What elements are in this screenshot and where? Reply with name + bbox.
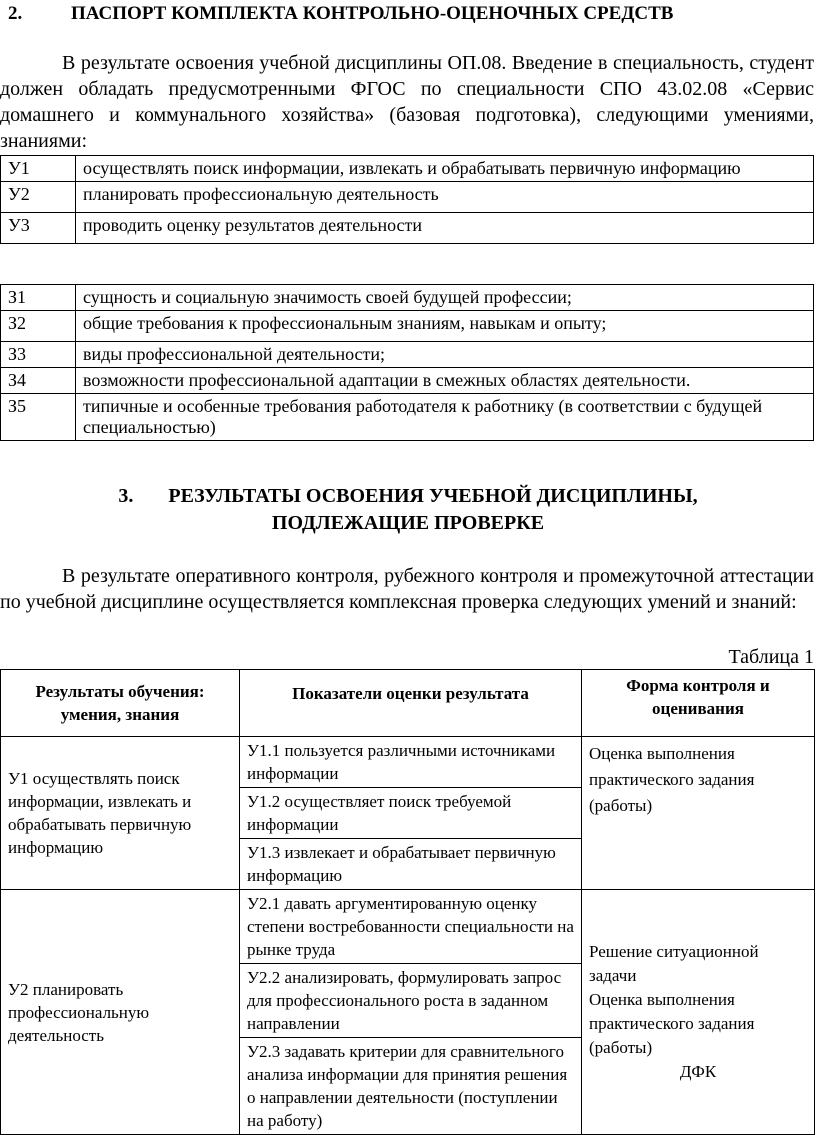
indicator-u2-2: У2.2 анализировать, формулировать запрос для профессионального роста в заданном направлении <box>240 964 582 1038</box>
section-2-title: ПАСПОРТ КОМПЛЕКТА КОНТРОЛЬНО-ОЦЕНОЧНЫХ СРЕДСТВ <box>71 3 674 24</box>
control-u1: Оценка выполнения практического задания (работы) <box>582 737 815 890</box>
section-2-heading <box>8 2 808 26</box>
header-indicators: Показатели оценки результата <box>240 670 582 737</box>
knowledge-text: общие требования к профессиональным знаниям, навыкам и опыту; <box>76 311 814 342</box>
skill-code: У3 <box>1 213 76 244</box>
skill-code: У2 <box>1 182 76 213</box>
control-u2-line1: Решение ситуационной задачи <box>589 942 759 985</box>
results-table <box>0 669 815 1135</box>
control-u2-line2: Оценка выполнения практического задания (работы) <box>589 990 755 1057</box>
result-u2: У2 планировать профессиональную деятельность <box>1 890 240 1135</box>
indicator-u2-3: У2.3 задавать критерии для сравнительного анализа информации для принятия решения о направлении деятельности (поступлении на работу) <box>240 1038 582 1135</box>
knowledge-text: возможности профессиональной адаптации в смежных областях деятельности. <box>76 368 814 394</box>
table-row <box>1 285 814 311</box>
indicator-u1-1: У1.1 пользуется различными источниками информации <box>240 737 582 788</box>
skill-code: У1 <box>1 156 76 182</box>
knowledge-text: типичные и особенные требования работодателя к работнику (в соответствии с будущей специальностью) <box>76 394 814 441</box>
indicator-u1-3: У1.3 извлекает и обрабатывает первичную информацию <box>240 839 582 890</box>
table-caption: Таблица 1 <box>728 646 814 668</box>
knowledge-code: З3 <box>1 342 76 368</box>
header-results: Результаты обучения: умения, знания <box>1 670 240 737</box>
table-row <box>1 342 814 368</box>
knowledge-text: виды профессиональной деятельности; <box>76 342 814 368</box>
table-row <box>1 890 815 964</box>
control-u2 <box>582 890 815 1135</box>
section-2-intro: В результате освоения учебной дисциплины ОП.08. Введение в специальность, студент должен обладать предусмотренными ФГОС по специальности СПО 43.02.08 «Сервис домашнего и коммунального хозяйства» (базовая подготовка), следующими умениями, знаниями: <box>0 52 814 152</box>
table-row <box>1 182 814 213</box>
header-control: Форма контроля и оценивания <box>582 670 815 737</box>
skill-text: осуществлять поиск информации, извлекать и обрабатывать первичную информацию <box>76 156 814 182</box>
table-row <box>1 368 814 394</box>
section-3-intro: В результате оперативного контроля, рубежного контроля и промежуточной аттестации по учебной дисциплине осуществляется комплексная проверка следующих умений и знаний: <box>0 565 814 613</box>
section-3-number: 3. <box>118 485 134 507</box>
table-row <box>1 737 815 788</box>
knowledge-text: сущность и социальную значимость своей будущей профессии; <box>76 285 814 311</box>
table-row <box>1 311 814 342</box>
section-3-title-line1: РЕЗУЛЬТАТЫ ОСВОЕНИЯ УЧЕБНОЙ ДИСЦИПЛИНЫ, <box>168 485 698 507</box>
section-2-number: 2. <box>8 3 23 24</box>
skills-table <box>0 155 814 244</box>
table-row <box>1 213 814 244</box>
table-row <box>1 394 814 441</box>
section-3-title-line2: ПОДЛЕЖАЩИЕ ПРОВЕРКЕ <box>271 512 545 534</box>
knowledge-table <box>0 284 814 441</box>
indicator-u1-2: У1.2 осуществляет поиск требуемой информации <box>240 788 582 839</box>
knowledge-code: З2 <box>1 311 76 342</box>
indicator-u2-1: У2.1 давать аргументированную оценку степени востребованности специальности на рынке труда <box>240 890 582 964</box>
skill-text: проводить оценку результатов деятельности <box>76 213 814 244</box>
table-header-row <box>1 670 815 737</box>
control-u2-line3: ДФК <box>679 1062 717 1081</box>
skill-text: планировать профессиональную деятельность <box>76 182 814 213</box>
result-u1: У1 осуществлять поиск информации, извлекать и обрабатывать первичную информацию <box>1 737 240 890</box>
knowledge-code: З1 <box>1 285 76 311</box>
knowledge-code: З4 <box>1 368 76 394</box>
section-3-heading <box>0 483 816 537</box>
table-row <box>1 156 814 182</box>
knowledge-code: З5 <box>1 394 76 441</box>
